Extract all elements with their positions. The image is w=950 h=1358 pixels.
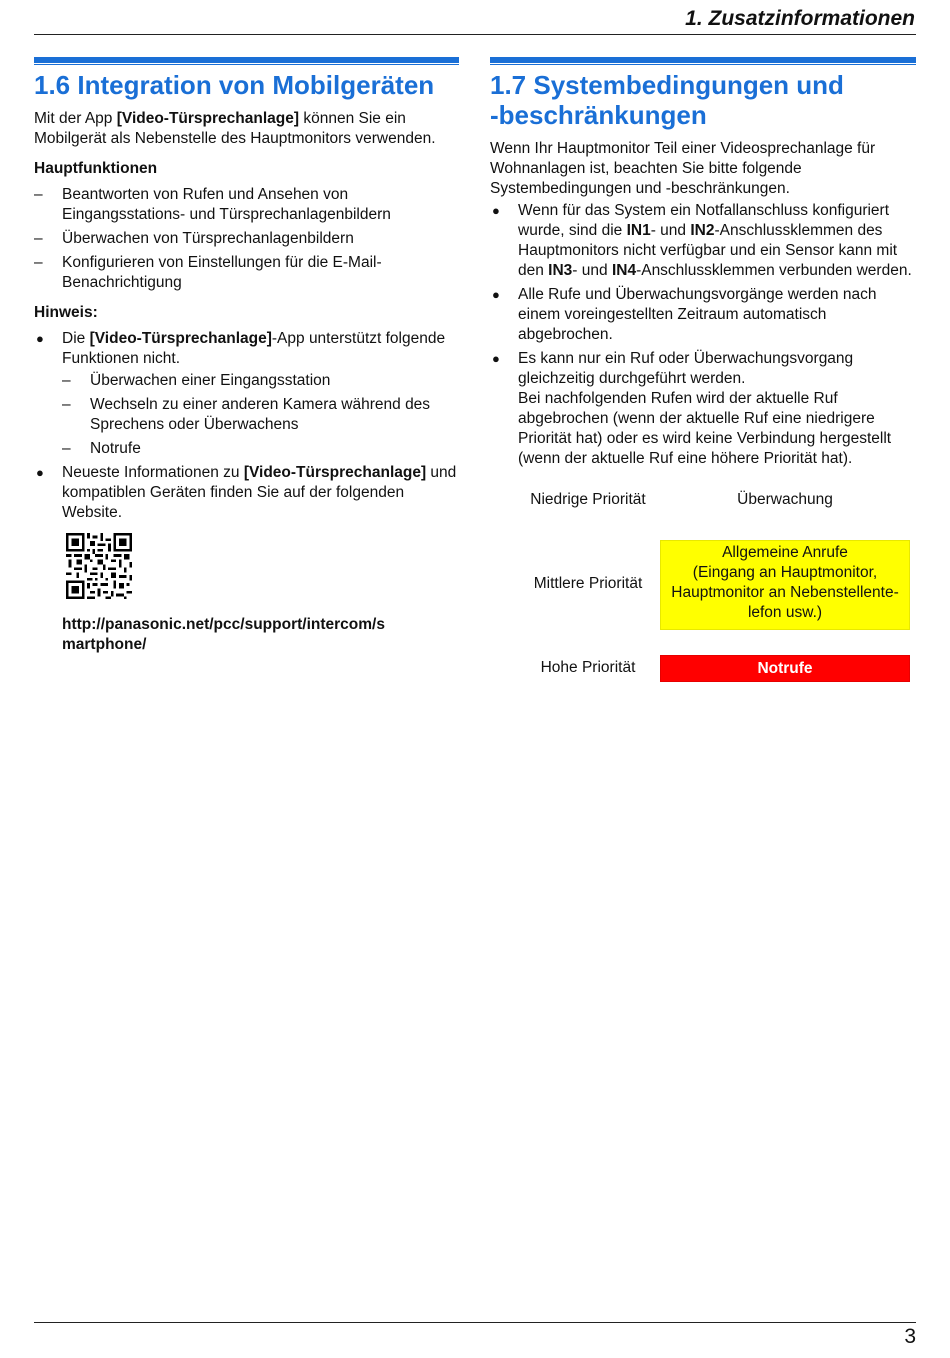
list-item: – Beantworten von Rufen und Ansehen von Eingangsstations- und Türsprechanlagenbildern	[34, 185, 460, 225]
chapter-title: 1. Zusatzinformationen	[685, 7, 915, 30]
list-item: – Konfigurieren von Einstellungen für die E-Mail-Benachrichtigung	[34, 253, 460, 293]
priority-low-label: Niedrige Priorität	[530, 491, 646, 508]
list-item: – Notrufe	[62, 439, 460, 459]
list-item: ● Es kann nur ein Ruf oder Überwachungsvorgang gleichzeitig durchgeführt werden. Bei nachfolgenden Rufen wird der aktuelle Ruf abgebrochen (wenn der aktuelle Ruf eine niedrigere Priorität hat) oder es wird keine Verbindung hergestellt (wenn der aktuelle Ruf eine höhere Priorität hat).	[490, 349, 918, 469]
main-functions-heading: Hauptfunktionen	[34, 160, 158, 177]
priority-table	[490, 480, 916, 695]
app-name: [Video-Türsprechanlage]	[116, 110, 300, 127]
unsupported-list	[62, 371, 460, 459]
note-heading: Hinweis:	[34, 304, 98, 321]
priority-high-value: Notrufe	[660, 655, 910, 682]
section-1-7	[490, 70, 918, 473]
priority-high-label: Hohe Priorität	[540, 659, 636, 676]
intro-paragraph: Wenn Ihr Hauptmonitor Teil einer Videosprechanlage für Wohnanlagen ist, beachten Sie bitte folgende Systembedingungen und -beschränkungen.	[490, 140, 876, 197]
app-name: [Video-Türsprechanlage]	[243, 464, 427, 481]
list-item: ● Wenn für das System ein Notfallanschluss konfiguriert wurde, sind die IN1- und IN2-Anschlussklemmen des Hauptmonitors nicht verfügbar und ein Sensor kann mit den IN3- und IN4-Anschlussklemmen verbunden werden.	[490, 201, 918, 281]
section-1-6	[34, 70, 460, 655]
footer-rule	[34, 1322, 916, 1323]
list-item: ● Neueste Informationen zu [Video-Türsprechanlage] und kompatiblen Geräten finden Sie auf der folgenden Website.	[34, 463, 460, 523]
list-item: ● Alle Rufe und Überwachungsvorgänge werden nach einem voreingestellten Zeitraum automatisch abgebrochen.	[490, 285, 918, 345]
intro-paragraph: Mit der App [Video-Türsprechanlage] können Sie ein Mobilgerät als Nebenstelle des Hauptmonitors verwenden.	[34, 110, 436, 147]
priority-low-value: Überwachung	[737, 491, 833, 508]
list-item: – Überwachen von Türsprechanlagenbildern	[34, 229, 460, 249]
page-number: 3	[904, 1325, 916, 1348]
note-list	[34, 329, 460, 523]
list-item: – Wechseln zu einer anderen Kamera während des Sprechens oder Überwachens	[62, 395, 460, 435]
conditions-list	[490, 201, 918, 469]
support-url-link[interactable]: http://panasonic.net/pcc/support/intercom/smartphone/	[62, 616, 385, 653]
app-name: [Video-Türsprechanlage]	[89, 330, 272, 347]
section-title: 1.7 Systembedingungen und -beschränkungen	[490, 70, 844, 130]
section-title: 1.6 Integration von Mobilgeräten	[34, 70, 435, 100]
list-item: ● Die [Video-Türsprechanlage]-App unterstützt folgende Funktionen nicht. – Überwachen einer Eingangsstation – Wechseln zu einer anderen Kamera während des Sprechens oder Überwachens – Notrufe	[34, 329, 460, 459]
header-rule	[34, 34, 916, 35]
section-bar-right	[490, 57, 916, 63]
priority-mid-label: Mittlere Priorität	[533, 575, 643, 592]
section-bar-left	[34, 57, 459, 63]
qr-code-icon	[66, 533, 132, 599]
main-functions-list	[34, 185, 460, 293]
list-item: – Überwachen einer Eingangsstation	[62, 371, 460, 391]
priority-mid-value: Allgemeine Anrufe (Eingang an Hauptmonitor, Hauptmonitor an Nebenstellente-lefon usw.)	[660, 540, 910, 630]
